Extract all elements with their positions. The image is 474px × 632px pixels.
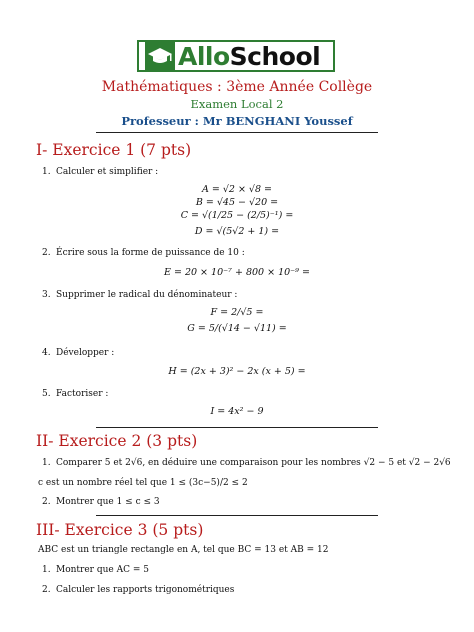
teacher-name: Professeur : Mr BENGHANI Youssef <box>121 114 353 128</box>
ex2-condition: c est un nombre réel tel que 1 ≤ (3c−5)/2 ≤ 2 <box>38 478 248 488</box>
formula-i: I = 4x² − 9 <box>210 406 264 417</box>
formula-e: E = 20 × 10⁻⁷ + 800 × 10⁻⁹ = <box>164 267 310 278</box>
ex3-q2-text: Calculer les rapports trigonométriques <box>56 585 235 595</box>
ex1-q1-number: 1. <box>42 167 51 177</box>
ex3-statement: ABC est un triangle rectangle en A, tel que BC = 13 et AB = 12 <box>38 545 329 555</box>
ex3-q1-text: Montrer que AC = 5 <box>56 565 149 575</box>
exercise-1-heading: I- Exercice 1 (7 pts) <box>36 141 192 159</box>
exercise-1-divider <box>96 427 378 428</box>
formula-h: H = (2x + 3)² − 2x (x + 5) = <box>168 366 306 377</box>
header-divider <box>96 132 378 133</box>
ex3-q2-number: 2. <box>42 585 51 595</box>
ex1-q1-text: Calculer et simplifier : <box>56 167 159 177</box>
exercise-2-divider <box>96 515 378 516</box>
ex1-q2-text: Écrire sous la forme de puissance de 10 : <box>56 248 245 258</box>
exercise-2-heading: II- Exercice 2 (3 pts) <box>36 432 198 450</box>
ex1-q3-number: 3. <box>42 290 51 300</box>
exercise-3-heading: III- Exercice 3 (5 pts) <box>36 521 204 539</box>
ex2-q2-number: 2. <box>42 497 51 507</box>
ex1-q2-number: 2. <box>42 248 51 258</box>
document-title: Mathématiques : 3ème Année Collège <box>101 79 373 95</box>
ex2-q1-text: Comparer 5 et 2√6, en déduire une comparaison pour les nombres √2 − 5 et √2 − 2√6 <box>56 458 451 468</box>
formula-b: B = √45 − √20 = <box>195 197 279 208</box>
alloschool-logo <box>137 40 335 72</box>
logo-text: AlloSchool <box>178 41 321 71</box>
ex2-q2-text: Montrer que 1 ≤ c ≤ 3 <box>56 497 160 507</box>
ex1-q5-number: 5. <box>42 389 51 399</box>
formula-f: F = 2/√5 = <box>210 307 264 318</box>
ex1-q4-number: 4. <box>42 348 51 358</box>
formula-a: A = √2 × √8 = <box>201 184 273 195</box>
formula-d: D = √(5√2 + 1) = <box>194 226 280 237</box>
formula-c: C = √(1/25 − (2/5)⁻¹) = <box>180 210 294 221</box>
document-subtitle: Examen Local 2 <box>190 97 284 111</box>
formula-g: G = 5/(√14 − √11) = <box>187 323 287 334</box>
ex3-q1-number: 1. <box>42 565 51 575</box>
ex1-q3-text: Supprimer le radical du dénominateur : <box>56 290 238 300</box>
ex1-q4-text: Développer : <box>56 348 115 358</box>
graduation-cap-icon <box>145 42 175 70</box>
ex1-q5-text: Factoriser : <box>56 389 109 399</box>
ex2-q1-number: 1. <box>42 458 51 468</box>
